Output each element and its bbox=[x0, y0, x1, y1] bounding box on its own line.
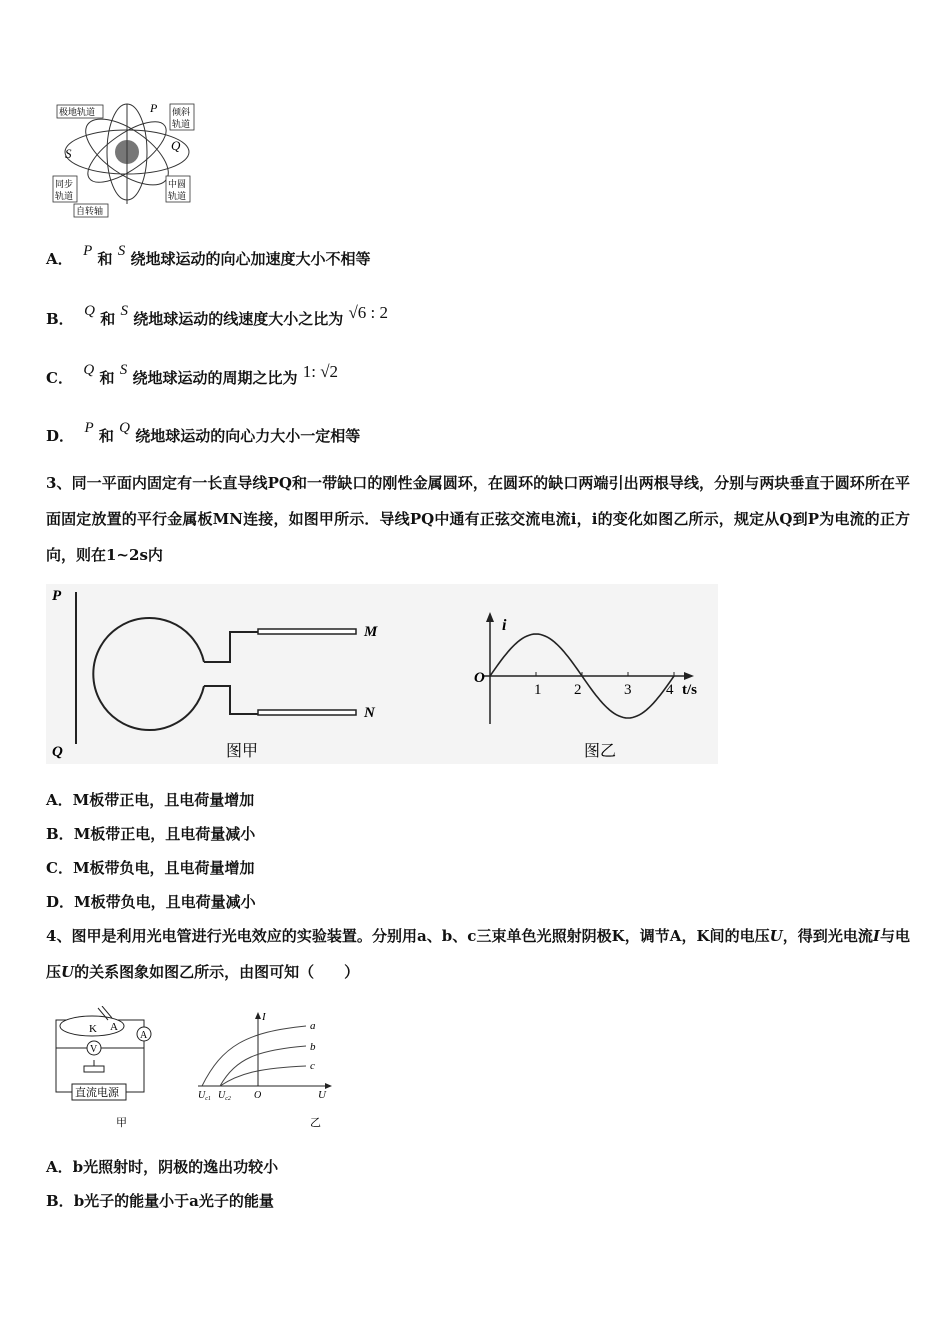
label-q: Q bbox=[171, 138, 181, 153]
q2-option-c[interactable]: C． Q 和 S 绕地球运动的周期之比为 1: √2 bbox=[46, 362, 339, 387]
label-curve-b: b bbox=[310, 1041, 316, 1053]
I-axis-arrow bbox=[255, 1012, 261, 1019]
curve-b bbox=[220, 1046, 306, 1086]
label-a-electrode: A bbox=[110, 1021, 118, 1033]
label-s: S bbox=[65, 146, 72, 161]
q3-option-d[interactable]: D．M板带负电，且电荷量减小 bbox=[46, 893, 256, 911]
caption-yi-q4: 乙 bbox=[310, 1116, 321, 1129]
caption-yi: 图乙 bbox=[584, 741, 617, 760]
rheostat bbox=[84, 1066, 104, 1072]
label-sync: 同步 bbox=[55, 180, 74, 190]
label-i: i bbox=[502, 617, 507, 634]
caption-jia: 图甲 bbox=[226, 741, 259, 760]
tick-3: 3 bbox=[624, 682, 632, 698]
label-dc-source: 直流电源 bbox=[75, 1086, 119, 1099]
label-m: M bbox=[364, 624, 378, 640]
label-origin-q4: O bbox=[254, 1090, 262, 1101]
q3-option-a[interactable]: A．M板带正电，且电荷量增加 bbox=[46, 791, 255, 809]
plate-m bbox=[258, 629, 356, 634]
q4-option-b[interactable]: B．b光子的能量小于a光子的能量 bbox=[46, 1192, 274, 1210]
tick-1: 1 bbox=[534, 682, 542, 698]
q3-stem: 3、同一平面内固定有一长直导线PQ和一带缺口的刚性金属圆环，在圆环的缺口两端引出两根导线，分别与两块垂直于圆环所在平面固定放置的平行金属板MN连接，如图甲所示．导线PQ中通有正弦交流电流i，i的变化如图乙所示，规定从Q到P为电流的正方向，则在1~2s内 bbox=[46, 474, 910, 564]
label-axis: 自转轴 bbox=[76, 207, 104, 217]
label-curve-a: a bbox=[310, 1020, 316, 1032]
q3-figure bbox=[46, 584, 718, 764]
label-curve-c: c bbox=[310, 1060, 315, 1072]
label-origin: O bbox=[474, 670, 485, 686]
U-axis-arrow bbox=[325, 1083, 332, 1089]
label-inclined-2: 轨道 bbox=[172, 120, 191, 130]
orbit-figure bbox=[50, 100, 200, 220]
caption-jia-q4: 甲 bbox=[116, 1116, 127, 1129]
label-t: t/s bbox=[682, 682, 697, 698]
q4-figure bbox=[46, 1006, 346, 1134]
q2-option-b[interactable]: B． Q 和 S 绕地球运动的线速度大小之比为 √6 : 2 bbox=[46, 303, 389, 328]
label-uc1: $U_{c1}$ bbox=[198, 1090, 211, 1102]
label-n: N bbox=[364, 705, 375, 721]
label-p: P bbox=[52, 588, 62, 604]
label-q: Q bbox=[52, 744, 63, 760]
label-U: U bbox=[318, 1089, 326, 1101]
label-k: K bbox=[89, 1023, 97, 1035]
q4-option-a[interactable]: A．b光照射时，阴极的逸出功较小 bbox=[46, 1158, 279, 1176]
label-uc2: $U_{c2}$ bbox=[218, 1090, 231, 1102]
q2-option-d[interactable]: D． P 和 Q 绕地球运动的向心力大小一定相等 bbox=[46, 420, 361, 445]
q3-option-c[interactable]: C．M板带负电，且电荷量增加 bbox=[46, 859, 255, 877]
tick-2: 2 bbox=[574, 682, 582, 698]
q2-option-a[interactable]: A． P 和 S 绕地球运动的向心加速度大小不相等 bbox=[46, 243, 371, 268]
label-ammeter: A bbox=[140, 1030, 148, 1041]
label-mid-2: 轨道 bbox=[168, 192, 187, 202]
plate-n bbox=[258, 710, 356, 715]
label-voltmeter: V bbox=[90, 1044, 98, 1055]
label-polar-orbit: 极地轨道 bbox=[59, 108, 96, 118]
label-I: I bbox=[262, 1011, 266, 1023]
tick-4: 4 bbox=[666, 682, 674, 698]
label-sync-2: 轨道 bbox=[55, 192, 74, 202]
label-mid: 中圆 bbox=[168, 180, 187, 190]
q4-stem: 4、图甲是利用光电管进行光电效应的实验装置。分别用a、b、c三束单色光照射阴极K，调节A，K间的电压U，得到光电流I与电压U的关系图象如图乙所示，由图可知（ ） bbox=[46, 927, 910, 981]
q3-option-b[interactable]: B．M板带正电，且电荷量减小 bbox=[46, 825, 256, 843]
label-p: P bbox=[150, 101, 158, 115]
label-inclined: 倾斜 bbox=[172, 108, 191, 118]
